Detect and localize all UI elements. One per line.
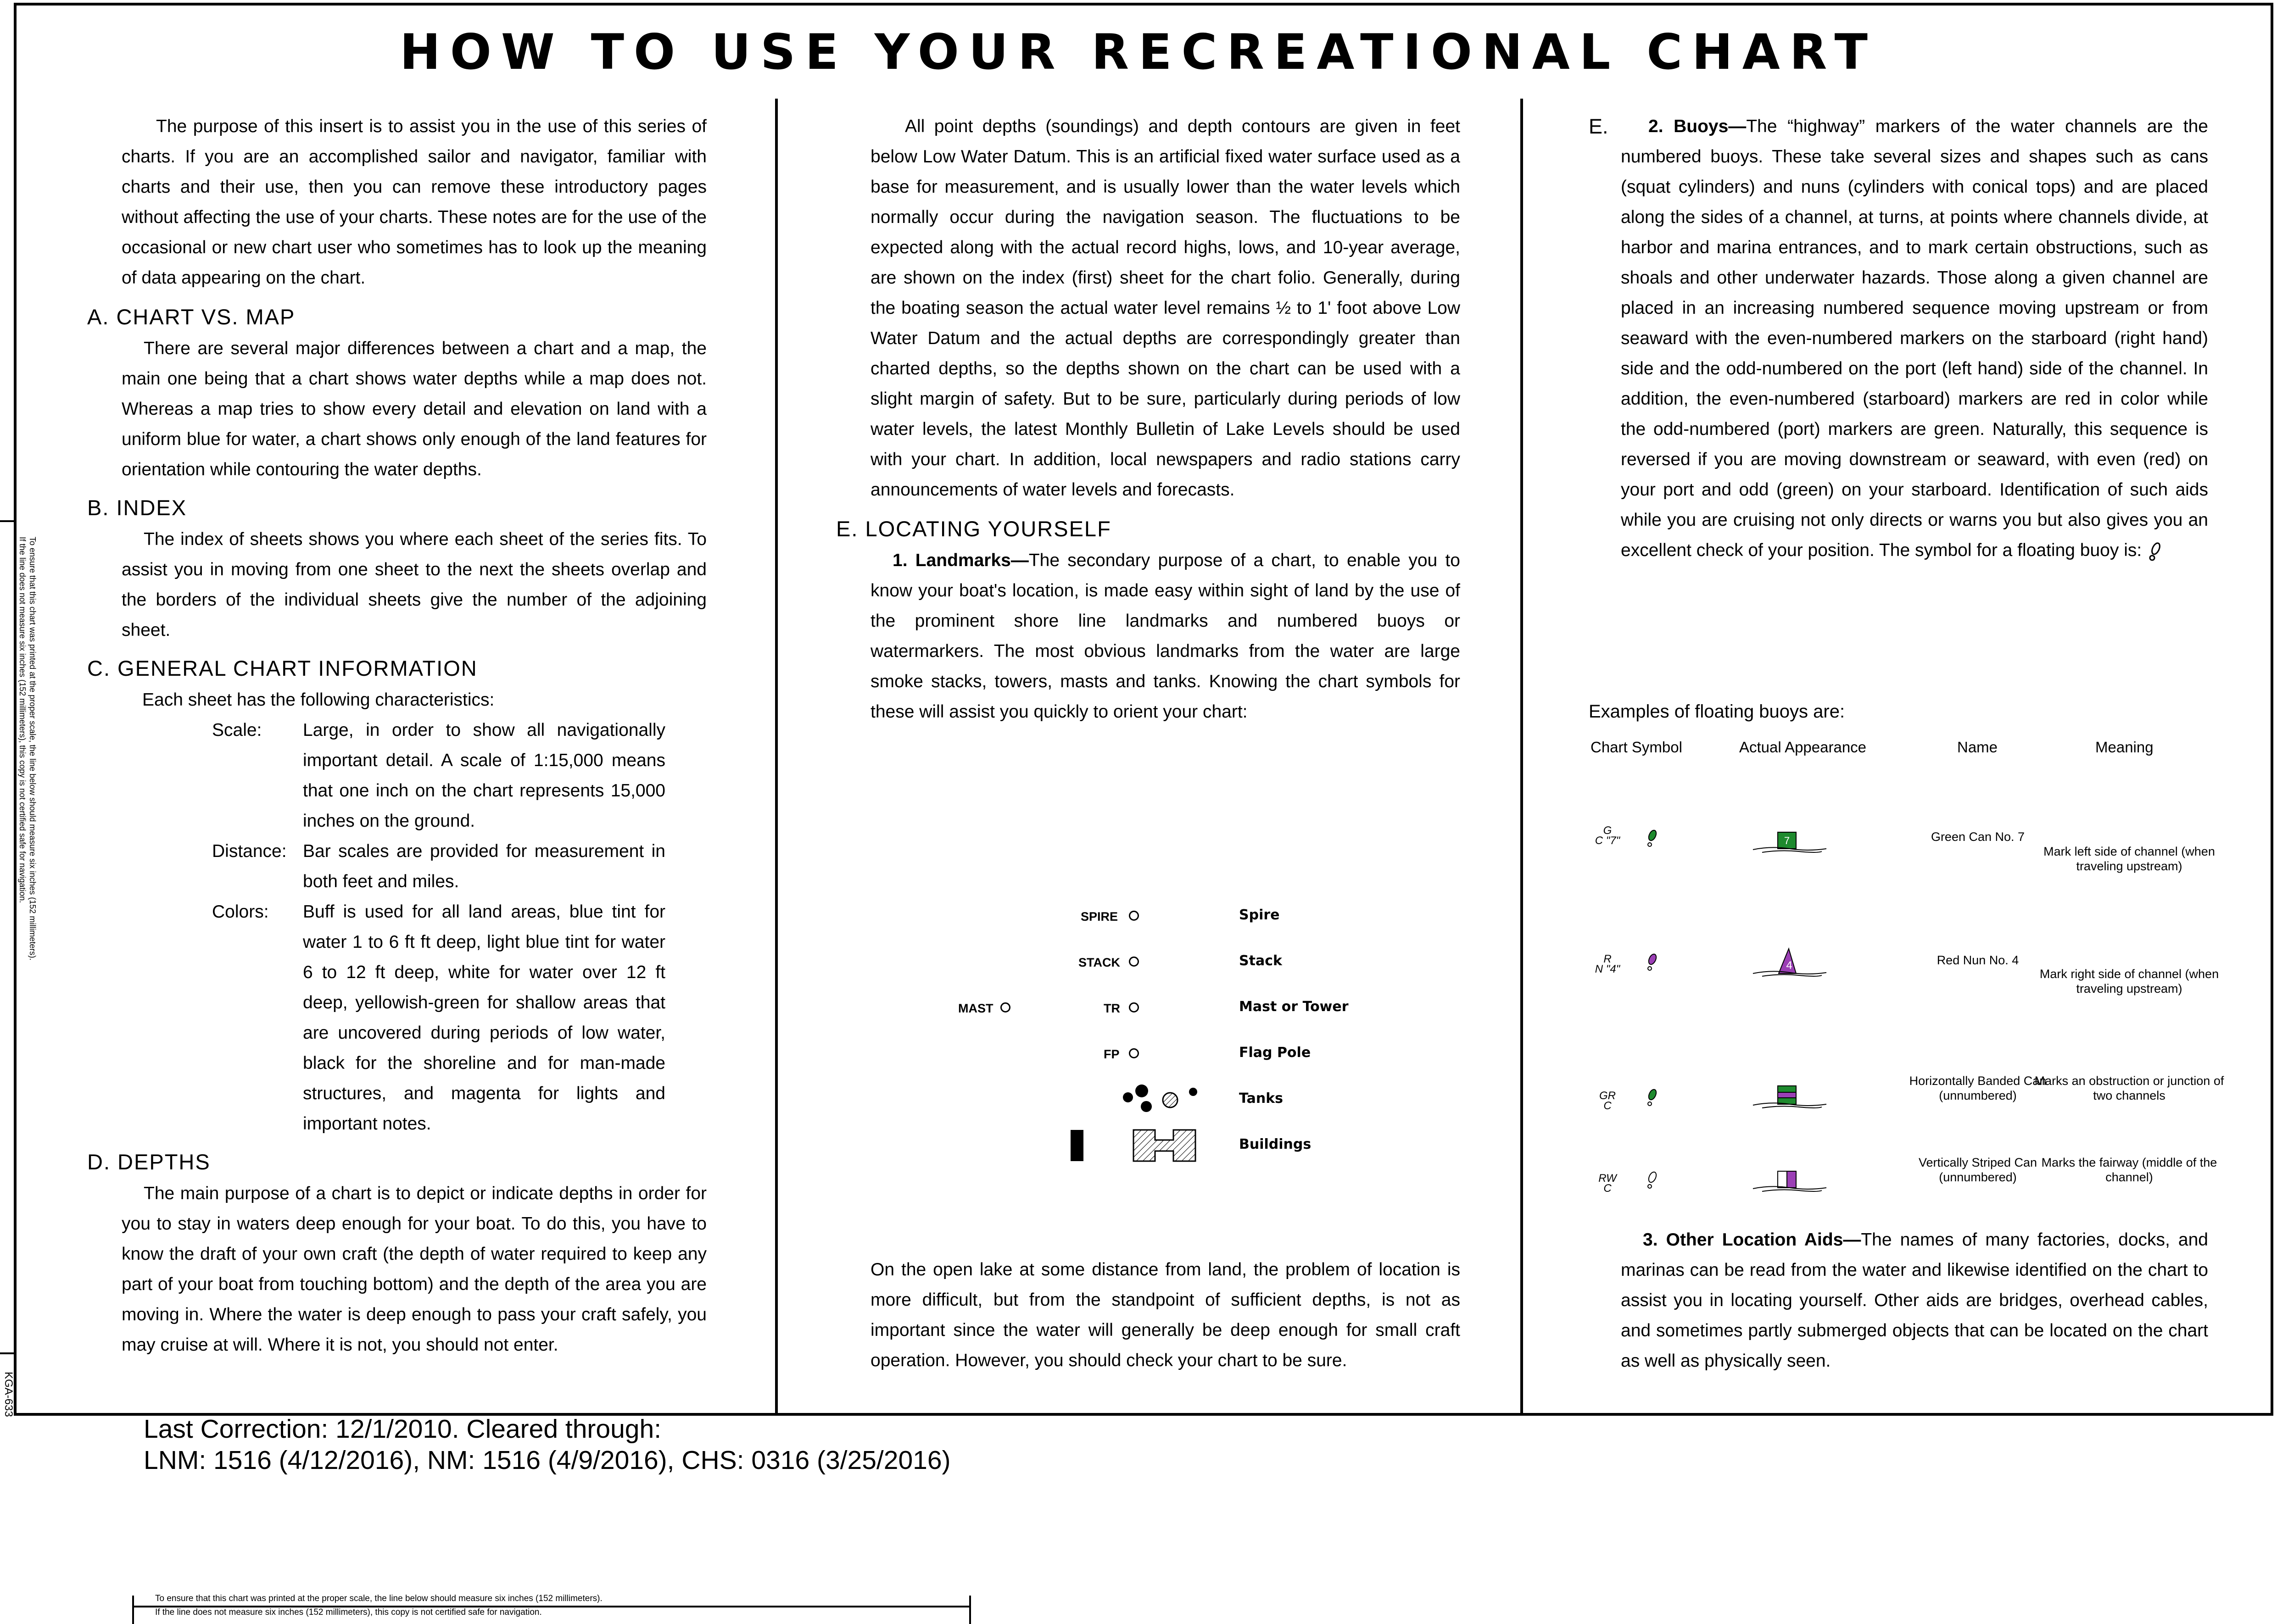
chart-symbol-text: GR C xyxy=(1599,1090,1616,1112)
open-lake-paragraph: On the open lake at some distance from land, the problem of location is more difficult, but from the standpoint of sufficient depths, is not as important since the water will generally be deep enough for small craft operation. However, you should check your chart to be sure. xyxy=(871,1260,1460,1370)
char-def: Buff is used for all land areas, blue tint for water 1 to 6 ft ft deep, light blue tint for water 6 to 12 ft deep, white for water over 12 ft deep, yellowish-green for shallow areas that are uncovered during periods of low water, black for the shoreline and for man-made structures, and magenta for lights and important notes. xyxy=(303,902,665,1134)
floating-buoy-icon xyxy=(2147,541,2162,562)
green-can-appearance-icon xyxy=(1748,826,1831,858)
stack-icon xyxy=(1129,957,1139,967)
green-buoy-symbol-icon xyxy=(1645,828,1659,848)
buoys-paragraph xyxy=(1589,111,2208,566)
section-e-heading: E. LOCATING YOURSELF xyxy=(836,517,1111,541)
section-c-heading: C. GENERAL CHART INFORMATION xyxy=(87,656,478,680)
tanks-label: Tanks xyxy=(1239,1090,1284,1107)
buoy-name: Red Nun No. 4 xyxy=(1937,953,2019,967)
col-header-chart-symbol: Chart Symbol xyxy=(1591,739,1682,756)
stack-label: Stack xyxy=(1239,953,1282,969)
section-d-text: The main purpose of a chart is to depict or indicate depths in order for you to stay in waters deep enough for your boat. To do this, you have to know the draft of your own craft (the depth of water required to keep any part of your boat from touching bottom) and the depth of the area you are moving in. Where the water is deep enough to pass your craft safely, you may cruise at will. Where it is not, you should not enter. xyxy=(122,1184,707,1355)
section-d-heading: D. DEPTHS xyxy=(87,1150,211,1174)
e-label: E. xyxy=(1589,115,1608,138)
page-title: HOW TO USE YOUR RECREATIONAL CHART xyxy=(400,24,1877,80)
column-3 xyxy=(1589,111,2208,566)
char-colors xyxy=(87,897,707,1139)
char-term: Scale: xyxy=(212,720,262,740)
spire-label: Spire xyxy=(1239,907,1280,923)
column-divider-right xyxy=(1520,99,1523,1416)
svg-text:7: 7 xyxy=(1784,835,1790,846)
red-buoy-symbol-icon xyxy=(1645,952,1659,972)
col-header-meaning: Meaning xyxy=(2095,739,2154,756)
buoy-name: Green Can No. 7 xyxy=(1931,830,2025,844)
chart-symbol-text: R N "4" xyxy=(1595,953,1620,975)
fp-abbr: FP xyxy=(1104,1047,1120,1061)
intro-paragraph: The purpose of this insert is to assist you in the use of this series of charts. If you are an accomplished sailor and navigator, familiar with charts and their use, then you can remove these introductory pages without affecting the use of your charts. These notes are for the use of the occasional or new chart user who sometimes has to look up the meaning of data appearing on the chart. xyxy=(122,117,707,288)
tanks-icon xyxy=(1120,1078,1202,1119)
buoy-meaning: Marks an obstruction or junction of two channels xyxy=(2034,1074,2224,1102)
examples-label: Examples of floating buoys are: xyxy=(1589,701,1845,722)
section-a-heading: A. CHART VS. MAP xyxy=(87,305,296,329)
side-scale-note: To ensure that this chart was printed at the proper scale, the line below should measure six inches (152 millimeters). If the line does not measure six inches (152 millimeters), this copy is not certified safe for navigation. xyxy=(18,537,37,961)
buildings-label: Buildings xyxy=(1239,1136,1312,1152)
scale-check-box xyxy=(132,1596,971,1624)
mast-icon xyxy=(1000,1002,1010,1012)
stack-abbr: STACK xyxy=(1078,956,1120,969)
spire-abbr: SPIRE xyxy=(1081,910,1118,923)
tower-icon xyxy=(1129,1002,1139,1012)
char-distance xyxy=(87,836,707,897)
landmarks-paragraph xyxy=(836,545,1460,727)
landmarks-label: 1. Landmarks— xyxy=(893,551,1029,570)
buoy-name: Vertically Striped Can (unnumbered) xyxy=(1918,1156,2037,1184)
flag-pole-label: Flag Pole xyxy=(1239,1045,1311,1061)
scale-check-note-2: If the line does not measure six inches (152 millimeters), this copy is not certified safe for navigation. xyxy=(155,1607,542,1617)
other-aids-paragraph xyxy=(1589,1225,2208,1376)
red-nun-appearance-icon xyxy=(1748,945,1831,982)
col-header-name: Name xyxy=(1957,739,1998,756)
buoy-meaning: Mark left side of channel (when traveling upstream) xyxy=(2043,845,2215,873)
char-term: Distance: xyxy=(212,841,287,861)
striped-buoy-symbol-icon xyxy=(1645,1170,1659,1190)
column-1 xyxy=(87,111,707,1360)
svg-text:4: 4 xyxy=(1786,959,1792,972)
flag-pole-icon xyxy=(1129,1048,1139,1058)
buoy-name: Horizontally Banded Can (unnumbered) xyxy=(1909,1074,2047,1102)
striped-can-appearance-icon xyxy=(1748,1163,1831,1200)
chart-symbol-text: G C "7" xyxy=(1595,824,1620,847)
buoy-meaning: Marks the fairway (middle of the channel) xyxy=(2041,1156,2217,1184)
char-term: Colors: xyxy=(212,902,269,922)
other-aids-text: The names of many factories, docks, and marinas can be read from the water and likewise identified on the chart to assist you in locating yourself. Other aids are bridges, overhead cables, and sometimes partly submerged objects that can be located on the chart as well as physically seen. xyxy=(1621,1230,2208,1371)
column-divider-left xyxy=(775,99,778,1416)
tr-abbr: TR xyxy=(1104,1001,1120,1015)
banded-can-appearance-icon xyxy=(1748,1080,1831,1117)
chart-symbol-text: RW C xyxy=(1598,1172,1617,1195)
mast-tower-label: Mast or Tower xyxy=(1239,999,1349,1015)
col-header-appearance: Actual Appearance xyxy=(1739,739,1867,756)
scale-check-note-1: To ensure that this chart was printed at the proper scale, the line below should measure six inches (152 millimeters). xyxy=(155,1594,603,1603)
other-aids-label: 3. Other Location Aids— xyxy=(1643,1230,1861,1250)
column-2 xyxy=(836,111,1460,727)
open-lake-block xyxy=(836,1255,1460,1376)
buoy-meaning: Mark right side of channel (when traveling upstream) xyxy=(2039,967,2219,996)
section-c-intro: Each sheet has the following characteristics: xyxy=(142,690,495,710)
spire-icon xyxy=(1129,911,1139,921)
buildings-icon xyxy=(1067,1126,1205,1168)
scale-line-vertical xyxy=(14,520,16,1354)
depths-paragraph: All point depths (soundings) and depth contours are given in feet below Low Water Datum. This is an artificial fixed water surface used as a base for measurement, and is usually lower than the water levels which normally occur during the navigation season. The fluctuations to be expected along with the actual record highs, lows, and 10-year average, are shown on the index (first) sheet for the chart folio. Generally, during the boating season the actual water level remains ½ to 1' foot above Low Water Datum and the actual depths are correspondingly greater than charted depths, so the depths shown on the chart can be used with a slight margin of safety. But to be sure, particularly during periods of low water levels, the latest Monthly Bulletin of Lake Levels should be used with your chart. In addition, local newspapers and radio stations carry announcements of water levels and forecasts. xyxy=(871,117,1460,500)
mast-abbr: MAST xyxy=(958,1001,993,1015)
scale-tick-top xyxy=(0,520,16,522)
side-code: KGA-633 xyxy=(2,1372,15,1417)
char-def: Bar scales are provided for measurement in both feet and miles. xyxy=(303,841,665,891)
cleared-through: LNM: 1516 (4/12/2016), NM: 1516 (4/9/2016), CHS: 0316 (3/25/2016) xyxy=(144,1446,951,1475)
section-a-text: There are several major differences between a chart and a map, the main one being that a chart shows water depths while a map does not. Whereas a map tries to show every detail and elevation on land with a uniform blue for water, a chart shows only enough of the land features for orientation while contouring the water depths. xyxy=(122,339,707,479)
buoys-text: The “highway” markers of the water channels are the numbered buoys. These take several sizes and shapes such as cans (squat cylinders) and nuns (cylinders with conical tops) and are placed along the sides of a channel, at turns, at points where channels divide, at harbor and marina entrances, and to mark certain obstructions, such as shoals and other underwater hazards. Those along a given channel are placed in an increasing numbered sequence moving upstream or from seaward with the even-numbered markers on the starboard (right hand) side and the odd-numbered on the port (left hand) side of the channel. In addition, the even-numbered (starboard) markers are red in color while the odd-numbered (port) markers are green. Naturally, this sequence is reversed if you are moving downstream or seaward, with even (red) on your port and odd (green) on your starboard. Identification of such aids while you are cruising not only directs or warns you but also gives you an excellent check of your position. The symbol for a floating buoy is: xyxy=(1621,117,2208,560)
scale-tick-bottom xyxy=(0,1352,16,1354)
banded-buoy-symbol-icon xyxy=(1645,1087,1659,1107)
last-correction: Last Correction: 12/1/2010. Cleared through: xyxy=(144,1414,662,1444)
characteristics-list xyxy=(87,715,707,1139)
char-def: Large, in order to show all navigationally important detail. A scale of 1:15,000 means that one inch on the chart represents 15,000 inches on the ground. xyxy=(303,720,665,831)
landmarks-text: The secondary purpose of a chart, to enable you to know your boat's location, is made easy within sight of land by the use of the prominent shore line landmarks and numbered buoys or watermarkers. The most obvious landmarks from the water are large smoke stacks, towers, masts and tanks. Knowing the chart symbols for these will assist you quickly to orient your chart: xyxy=(871,551,1460,722)
other-aids-block xyxy=(1589,1225,2208,1376)
section-b-text: The index of sheets shows you where each sheet of the series fits. To assist you in moving from one sheet to the next the sheets overlap and the borders of the individual sheets give the number of the adjoining sheet. xyxy=(122,529,707,640)
buoys-label: 2. Buoys— xyxy=(1648,117,1747,136)
char-scale xyxy=(87,715,707,836)
section-b-heading: B. INDEX xyxy=(87,495,187,520)
